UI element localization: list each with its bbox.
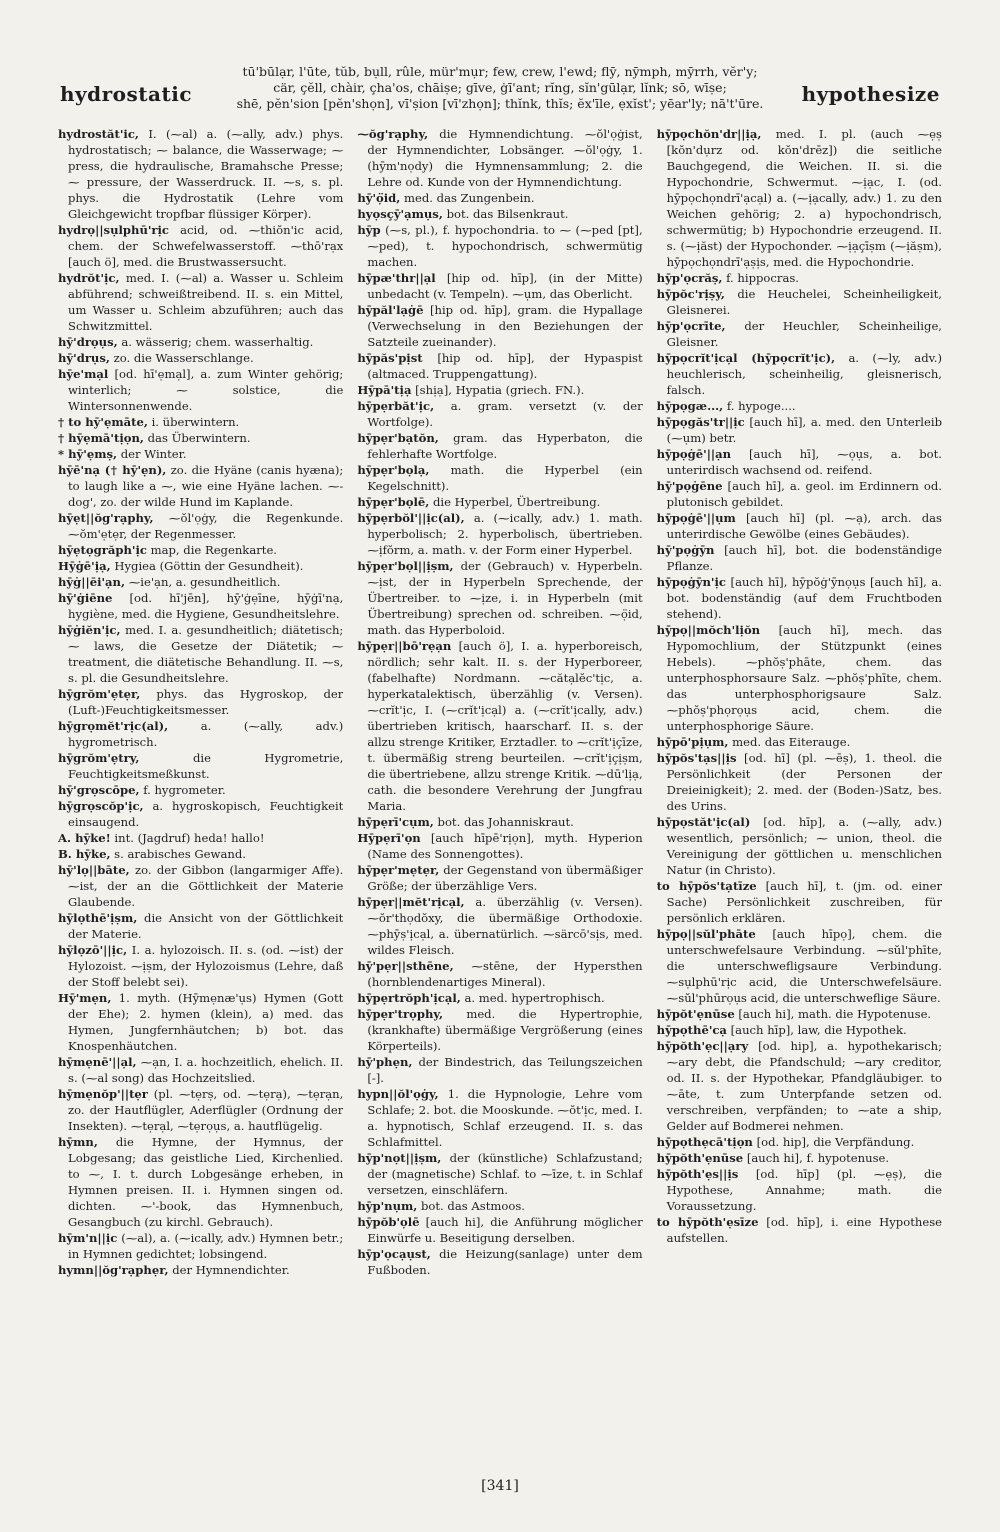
entry-definition: [auch hi], die Anführung möglicher Einwürfe u. Beseitigung derselben. — [367, 1215, 643, 1245]
dictionary-entry — [357, 430, 642, 462]
dictionary-entry — [58, 334, 343, 350]
entry-headword: A. hȳke! — [58, 831, 111, 845]
entry-definition: der Winter. — [120, 447, 187, 461]
entry-definition: med. I. pl. (auch ⁓ẹṣ [kŏn'dụrz od. kŏn'drēz]) die seitliche Bauchgegend, die Weichen. II. si. die Hypochondrie, Schwermut. ⁓ịạc, I. (od. hȳpọchọndrī'ạcạl) a. (⁓ịạcally, adv.) 1. zu den Weichen gehörig; 2. a) hypochondrisch, schwermütig; b) Hypochondrie erzeugend. II. s. (⁓ịăst) der Hypochonder. ⁓ịạçīṣm (⁓ịăṣm), hȳpọchọndrī'ạṣịs, med. die Hypochondrie. — [666, 127, 942, 269]
entry-headword: hȳpŏth'ẹc||ạry — [656, 1039, 749, 1053]
dictionary-entry — [657, 1214, 942, 1246]
entry-definition: (⁓s, pl.), f. hypochondria. to ⁓ (⁓ped [pt], ⁓ped), t. hypochondrisch, schwermütig machen. — [367, 223, 643, 269]
dictionary-entry — [58, 1054, 343, 1086]
entry-headword: † to hȳ'ẹmāte, — [58, 415, 148, 429]
entry-headword: hȳ'ọ̈id, — [357, 191, 401, 205]
page-number: [341] — [481, 1478, 519, 1494]
entry-definition: I. (⁓al) a. (⁓ally, adv.) phys. hydrostatisch; ⁓ balance, die Wasserwage; ⁓ press, die hydraulische, Bramahsche Presse; ⁓ pressure, der Wasserdruck. II. ⁓s, s. pl. phys. die Hydrostatik (Lehre vom Gleichgewicht tropfbar flüssiger Körper). — [68, 127, 344, 221]
entry-headword: hȳpọthē'cạ — [656, 1023, 727, 1037]
entry-definition: f. hypoge.... — [726, 399, 796, 413]
dictionary-entry — [357, 990, 642, 1006]
dictionary-entry — [657, 270, 942, 286]
dictionary-entry — [657, 350, 942, 398]
dictionary-entry — [657, 286, 942, 318]
entry-headword: hȳpŏt'ẹnūse — [656, 1007, 735, 1021]
dictionary-entry — [657, 446, 942, 478]
dictionary-entry — [357, 862, 642, 894]
entry-headword: hȳpọġē'||ạn — [656, 447, 732, 461]
dictionary-entry — [657, 398, 942, 414]
dictionary-entry — [58, 942, 343, 990]
entry-headword: hȳpŏc'rịṣy, — [656, 287, 725, 301]
entry-definition: map, die Regenkarte. — [150, 543, 277, 557]
entry-definition: a. (⁓ly, adv.) heuchlerisch, scheinheilig, gleisnerisch, falsch. — [666, 351, 942, 397]
entry-definition: [auch hi], f. hypotenuse. — [746, 1151, 890, 1165]
dictionary-entry — [357, 1054, 642, 1086]
entry-definition: f. hippocras. — [726, 271, 799, 285]
entry-definition: [auch hī] (pl. ⁓ạ), arch. das unterirdische Gewölbe (eines Gebäudes). — [666, 511, 942, 541]
entry-definition: i. überwintern. — [151, 415, 240, 429]
entry-definition: die Heizung(sanlage) unter dem Fußboden. — [367, 1247, 643, 1277]
entry-headword: hȳġ||ēi'ạn, — [58, 575, 126, 589]
dictionary-entry — [657, 510, 942, 542]
dictionary-entry — [58, 1262, 343, 1278]
entry-definition: acid, od. ⁓thiŏn'ic acid, chem. der Schwefelwasserstoff. ⁓thō'rạx [auch ö], med. die Brustwassersucht. — [68, 223, 344, 269]
entry-definition: 1. myth. (Hȳmẹnæ'ụs) Hymen (Gott der Ehe); 2. hymen (klein), a) med. das Hymen, Jungfernhäutchen; b) bot. das Knospenhäutchen. — [68, 991, 344, 1053]
entry-definition: gram. das Hyperbaton, die fehlerhafte Wortfolge. — [367, 431, 643, 461]
dictionary-entry — [657, 734, 942, 750]
entry-headword: Hȳġē'ịạ, — [58, 559, 111, 573]
entry-definition: int. (Jagdruf) heda! hallo! — [114, 831, 265, 845]
dictionary-entry — [357, 222, 642, 270]
entry-headword: hȳpẹr'mẹtẹr, — [357, 863, 440, 877]
entry-definition: der Hymnendichter. — [172, 1263, 290, 1277]
entry-definition: ⁓ŏl'ọġy, die Regenkunde. ⁓ŏm'ẹtẹr, der Regenmesser. — [68, 511, 344, 541]
entry-headword: hȳpọ||sŭl'phāte — [656, 927, 756, 941]
entry-definition: das Überwintern. — [147, 431, 251, 445]
entry-definition: [auch hī], hȳpŏġ'ȳnọụs [auch hī], a. bot. bodenständig (auf dem Fruchtboden stehend). — [666, 575, 942, 621]
dictionary-entry — [58, 718, 343, 750]
entry-headword: hȳpæ'thr||ạl — [357, 271, 436, 285]
entry-headword: hȳ'ġiēne — [58, 591, 113, 605]
left-guide-word: hydrostatic — [60, 82, 192, 106]
dictionary-entry — [357, 206, 642, 222]
entry-headword: hȳpŏb'ọlē — [357, 1215, 420, 1229]
entry-headword: hȳpŏs'tạs||ịs — [656, 751, 737, 765]
dictionary-entry — [657, 622, 942, 734]
entry-headword: hydrŏt'ịc, — [58, 271, 120, 285]
dictionary-entry — [357, 382, 642, 398]
entry-headword: hȳpọġȳn'ịc — [656, 575, 726, 589]
pronunciation-key — [213, 64, 787, 112]
entry-definition: bot. das Astmoos. — [421, 1199, 525, 1213]
entry-definition: der (künstliche) Schlafzustand; der (magnetische) Schlaf. to ⁓īze, t. in Schlaf versetzen, einschläfern. — [367, 1151, 643, 1197]
entry-definition: [auch hī], mech. das Hypomochlium, der Stützpunkt (eines Hebels). ⁓phŏṣ'phāte, chem. das unterphosphorsaure Salz. ⁓phŏṣ'phīte, chem. das unterphosphorigsaure Salz. ⁓phŏṣ'phọrọụs acid, chem. die unterphosphorige Säure. — [666, 623, 942, 733]
entry-definition: s. arabisches Gewand. — [114, 847, 246, 861]
entry-definition: [hip od. hīp], (in der Mitte) unbedacht (v. Tempeln). ⁓ụm, das Oberlicht. — [367, 271, 643, 301]
dictionary-entry — [58, 350, 343, 366]
dictionary-entry — [357, 510, 642, 558]
entry-headword: hȳpẹr'bọlạ, — [357, 463, 430, 477]
column-3 — [657, 126, 942, 1416]
entry-headword: hȳpẹr||mĕt'rịcạl, — [357, 895, 465, 909]
entry-definition: [hip od. hīp], der Hypaspist (altmaced. Truppengattung). — [367, 351, 643, 381]
page-header — [58, 60, 942, 116]
entry-headword: hȳpẹr'bọlē, — [357, 495, 430, 509]
dictionary-entry — [58, 446, 343, 462]
entry-definition: die Hymne, der Hymnus, der Lobgesang; das geistliche Lied, Kirchenlied. to ⁓, I. t. durch Lobgesänge erheben, in Hymnen preisen. II. i. Hymnen singen od. dichten. ⁓'-book, das Hymnenbuch, Gesangbuch (zu kirchl. Gebrauch). — [68, 1135, 344, 1229]
entry-definition: phys. das Hygroskop, der (Luft-)Feuchtigkeitsmesser. — [68, 687, 344, 717]
entry-definition: zo. die Wasserschlange. — [113, 351, 254, 365]
entry-definition: a. (⁓ally, adv.) hygrometrisch. — [68, 719, 344, 749]
entry-definition: Hygiea (Göttin der Gesundheit). — [114, 559, 304, 573]
dictionary-entry — [657, 1038, 942, 1134]
entry-headword: hȳp'ọcrăṣ, — [656, 271, 723, 285]
entry-headword: hȳgrŏm'ẹtry, — [58, 751, 140, 765]
dictionary-entry — [58, 1134, 343, 1230]
entry-headword: hȳpọ||mŏch'lịŏn — [656, 623, 761, 637]
dictionary-entry — [657, 926, 942, 1006]
dictionary-entry — [58, 782, 343, 798]
entry-definition: zo. der Gibbon (langarmiger Affe). ⁓ist, der an die Göttlichkeit der Materie Glaubende. — [68, 863, 344, 909]
entry-definition: [auch hī], a. geol. im Erdinnern od. plutonisch gebildet. — [666, 479, 942, 509]
entry-headword: hȳgrọmĕt'rịc(al), — [58, 719, 169, 733]
dictionary-entry — [657, 414, 942, 446]
column-1 — [58, 126, 343, 1416]
dictionary-entry — [58, 750, 343, 782]
entry-definition: bot. das Bilsenkraut. — [446, 207, 569, 221]
dictionary-entry — [357, 558, 642, 638]
entry-definition: der Gegenstand von übermäßiger Größe; der überzählige Vers. — [367, 863, 643, 893]
entry-definition: der Heuchler, Scheinheilige, Gleisner. — [666, 319, 942, 349]
dictionary-entry — [657, 1006, 942, 1022]
entry-definition: a. überzählig (v. Versen). ⁓ŏr'thọdŏxy, die übermäßige Orthodoxie. ⁓phȳṣ'ịcạl, a. übernatürlich. ⁓särcō'sịs, med. wildes Fleisch. — [367, 895, 643, 957]
entry-definition: (⁓al), a. (⁓ically, adv.) Hymnen betr.; in Hymnen gedichtet; lobsingend. — [68, 1231, 344, 1261]
entry-definition: [auch hī], bot. die bodenständige Pflanze. — [666, 543, 942, 573]
entry-definition: [auch hī], a. med. den Unterleib (⁓ụm) betr. — [666, 415, 942, 445]
entry-headword: hȳpọgăs'tr||ịc — [656, 415, 745, 429]
entry-headword: hȳp'ọcạụst, — [357, 1247, 431, 1261]
dictionary-entry — [58, 542, 343, 558]
entry-headword: hȳgrŏm'ẹtẹr, — [58, 687, 141, 701]
dictionary-entry — [657, 574, 942, 622]
entry-headword: hȳgrọscŏp'ịc, — [58, 799, 144, 813]
entry-headword: hȳpẹr'bạtŏn, — [357, 431, 439, 445]
entry-headword: hȳpŏth'ẹnūse — [656, 1151, 744, 1165]
dictionary-entry — [357, 462, 642, 494]
dictionary-entry — [657, 750, 942, 814]
entry-definition: 1. die Hypnologie, Lehre vom Schlafe; 2. bot. die Mooskunde. ⁓ŏt'ịc, med. I. a. hypnotisch, Schlaf erzeugend. II. s. das Schlafmittel. — [367, 1087, 643, 1149]
entry-definition: die Ansicht von der Göttlichkeit der Materie. — [68, 911, 344, 941]
pronunciation-key-line: tū'būlạr, l'ūte, tŭb, bụll, rûle, mür'mụr; few, crew, l'ewd; flȳ, nȳmph, mȳrrh, vĕr'y; — [242, 64, 758, 79]
entry-headword: hȳpŏth'ẹs||ịs — [656, 1167, 739, 1181]
entry-headword: hȳmẹnē'||ạl, — [58, 1055, 137, 1069]
entry-headword: hȳ'grọscōpe, — [58, 783, 140, 797]
dictionary-columns — [58, 126, 942, 1416]
entry-headword: hȳpọstăt'ịc(al) — [656, 815, 751, 829]
entry-definition: med. I. (⁓al) a. Wasser u. Schleim abführend; schweißtreibend. II. s. ein Mittel, um Wasser u. Schleim abzuführen; auch das Schwitzmittel. — [68, 271, 344, 333]
entry-definition: ⁓ạn, I. a. hochzeitlich, ehelich. II. s. (⁓al song) das Hochzeitslied. — [68, 1055, 344, 1085]
entry-headword: hȳ'drụs, — [58, 351, 110, 365]
entry-headword: hȳp'nọt||ịṣm, — [357, 1151, 442, 1165]
entry-headword: Hȳpā'tịạ — [357, 383, 412, 397]
entry-headword: hȳmn, — [58, 1135, 98, 1149]
entry-definition: die Heuchelei, Scheinheiligkeit, Gleisnerei. — [666, 287, 942, 317]
entry-headword: hȳ'pọġȳn — [656, 543, 715, 557]
entry-definition: [auch hī], t. (jm. od. einer Sache) Persönlichkeit zuschreiben, für persönlich erklären. — [666, 879, 942, 925]
right-guide-word: hypothesize — [801, 82, 940, 106]
entry-definition: [auch hīpọ], chem. die unterschwefelsaure Verbindung. ⁓sŭl'phīte, die unterschwefligsaure Verbindung. ⁓sụlphū'rịc acid, die Unterschwefelsäure. ⁓sŭl'phūrọụs acid, die unterschweflige Säure. — [666, 927, 942, 1005]
dictionary-entry — [657, 1150, 942, 1166]
pronunciation-key-line: cär, çĕll, chàir, çha'os, chāiṣe; gīve, ġī'ant; rĭng, sĭn'gūlạr, lĭnk; sō, wīṣe; — [273, 80, 727, 95]
dictionary-entry — [58, 366, 343, 414]
dictionary-entry — [58, 830, 343, 846]
entry-headword: † hȳẹmā'tịọn, — [58, 431, 144, 445]
dictionary-entry — [357, 1214, 642, 1246]
entry-definition: med. das Eiterauge. — [732, 735, 851, 749]
entry-definition: a. hygroskopisch, Feuchtigkeit einsaugend. — [68, 799, 344, 829]
entry-headword: hydrọ||sụlphū'rịc — [58, 223, 169, 237]
entry-definition: a. wässerig; chem. wasserhaltig. — [121, 335, 314, 349]
entry-definition: [auch hīpē'rịọn], myth. Hyperion (Name des Sonnengottes). — [367, 831, 643, 861]
entry-definition: der Bindestrich, das Teilungszeichen [-]. — [367, 1055, 643, 1085]
entry-headword: hȳp — [357, 223, 381, 237]
dictionary-entry — [58, 430, 343, 446]
entry-headword: hȳpăs'pịst — [357, 351, 423, 365]
entry-definition: med. das Zungenbein. — [404, 191, 535, 205]
entry-definition: [auch hī], ⁓ọụs, a. bot. unterirdisch wachsend od. reifend. — [666, 447, 942, 477]
dictionary-entry — [357, 126, 642, 190]
entry-headword: hȳẹtọgrăph'ịc — [58, 543, 147, 557]
entry-headword: hȳpọchŏn'dr||ịạ, — [656, 127, 762, 141]
dictionary-entry — [357, 190, 642, 206]
entry-headword: hȳ'lọ||bāte, — [58, 863, 130, 877]
entry-headword: hȳ'pọġēne — [656, 479, 723, 493]
dictionary-entry — [58, 510, 343, 542]
dictionary-entry — [58, 270, 343, 334]
entry-headword: B. hȳke, — [58, 847, 111, 861]
entry-definition: f. hygrometer. — [143, 783, 226, 797]
entry-headword: to hȳpŏth'ẹsīze — [656, 1215, 759, 1229]
entry-definition: [od. hip], die Verpfändung. — [756, 1135, 915, 1149]
dictionary-entry — [58, 846, 343, 862]
dictionary-entry — [58, 910, 343, 942]
dictionary-entry — [58, 862, 343, 910]
entry-headword: hȳpọcrĭt'ịcạl (hȳpọcrĭt'ịc), — [656, 351, 836, 365]
entry-headword: hȳġiĕn'ịc, — [58, 623, 121, 637]
entry-headword: Hȳpẹrī'ọn — [357, 831, 421, 845]
pronunciation-key-line: shē, pĕn'sion [pĕn'shọn], vī'ṣion [vī'zhọn]; thĭnk, thĭs; ĕx'īle, ẹxĭst'; yēar'ly; nā't'ūre. — [236, 96, 764, 111]
entry-definition: [shịạ], Hypatia (griech. FN.). — [415, 383, 585, 397]
entry-headword: hȳlọthē'ịṣm, — [58, 911, 138, 925]
dictionary-entry — [58, 574, 343, 590]
entry-headword: * hȳ'ẹmṣ, — [58, 447, 118, 461]
dictionary-entry — [58, 414, 343, 430]
entry-headword: hȳp'ọcrīte, — [656, 319, 726, 333]
entry-definition: die Hygrometrie, Feuchtigkeitsmeßkunst. — [68, 751, 344, 781]
dictionary-entry — [58, 1230, 343, 1262]
dictionary-entry — [58, 1086, 343, 1134]
entry-definition: a. (⁓ically, adv.) 1. math. hyperbolisch; 2. hyperbolisch, übertrieben. ⁓ịfŏrm, a. math. v. der Form einer Hyperbel. — [367, 511, 643, 557]
entry-headword: hȳpẹrbŏl'||ịc(al), — [357, 511, 465, 525]
dictionary-entry — [357, 350, 642, 382]
entry-definition: [od. hīp] (pl. ⁓ẹṣ), die Hypothese, Annahme; math. die Voraussetzung. — [666, 1167, 942, 1213]
entry-definition: a. gram. versetzt (v. der Wortfolge). — [367, 399, 643, 429]
entry-definition: [od. hīp], a. (⁓ally, adv.) wesentlich, persönlich; ⁓ union, theol. die Vereinigung der göttlichen u. menschlichen Natur (in Christo). — [666, 815, 942, 877]
entry-headword: hyọsçȳ'ạmụs, — [357, 207, 443, 221]
entry-definition: math. die Hyperbel (ein Kegelschnitt). — [367, 463, 643, 493]
entry-definition: med. die Hypertrophie, (krankhafte) übermäßige Vergrößerung (eines Körperteils). — [367, 1007, 643, 1053]
dictionary-entry — [58, 126, 343, 222]
entry-headword: hȳpọthẹcā'tịọn — [656, 1135, 753, 1149]
entry-headword: hȳm'n||ịc — [58, 1231, 118, 1245]
entry-headword: hȳẹt||ŏg'rạphy, — [58, 511, 154, 525]
dictionary-entry — [657, 814, 942, 878]
dictionary-entry — [357, 814, 642, 830]
entry-definition: die Hymnendichtung. ⁓ŏl'ọġist, der Hymnendichter, Lobsänger. ⁓ŏl'ọġy, 1. (hȳm'nọdy) die Hymnensammlung; 2. die Lehre od. Kunde von der Hymnendichtung. — [367, 127, 643, 189]
entry-headword: to hȳpŏs'tạtīze — [656, 879, 757, 893]
entry-definition: med. I. a. gesundheitlich; diätetisch; ⁓ laws, die Gesetze der Diätetik; ⁓ treatment, die diätetische Behandlung. II. ⁓s, s. pl. die Gesundheitslehre. — [68, 623, 344, 685]
dictionary-entry — [357, 398, 642, 430]
dictionary-entry — [357, 1198, 642, 1214]
entry-definition: I. a. hylozoisch. II. s. (od. ⁓ist) der Hylozoist. ⁓ịṣm, der Hylozoismus (Lehre, daß der Stoff belebt sei). — [68, 943, 344, 989]
entry-definition: zo. die Hyäne (canis hyæna); to laugh like a ⁓, wie eine Hyäne lachen. ⁓-dog', zo. der wilde Hund im Kaplande. — [68, 463, 344, 509]
dictionary-entry — [58, 590, 343, 622]
entry-definition: die Hyperbel, Übertreibung. — [432, 495, 601, 509]
dictionary-entry — [58, 990, 343, 1054]
entry-definition: (pl. ⁓tẹrṣ, od. ⁓tẹrạ), ⁓tẹrạn, zo. der Hautflügler, Aderflügler (Ordnung der Insekten). ⁓tẹrạl, ⁓tẹrọụs, a. hautflügelig. — [68, 1087, 344, 1133]
column-2 — [357, 126, 642, 1416]
entry-headword: hȳlọzō'||ịc, — [58, 943, 128, 957]
dictionary-entry — [357, 1006, 642, 1054]
dictionary-entry — [657, 318, 942, 350]
entry-definition: [auch ö], I. a. hyperboreisch, nördlich; sehr kalt. II. s. der Hyperboreer, (fabelhafte) Nordmann. ⁓cătạlĕc'tịc, a. hyperkatalektisch, überzählig (v. Versen). ⁓crĭt'ịc, I. (⁓crĭt'ịcạl) a. (⁓crĭt'ịcally, adv.) übertrieben kritisch, haarscharf. II. s. der allzu strenge Kritiker, Erztadler. to ⁓crĭt'ịçīze, t. übermäßig streng beurteilen. ⁓crĭt'ịçịṣm, die übertriebene, allzu strenge Kritik. ⁓dū'lịạ, cath. die besondere Verehrung der Jungfrau Maria. — [367, 639, 643, 813]
entry-headword: hȳpăl'lạġē — [357, 303, 424, 317]
dictionary-entry — [357, 958, 642, 990]
entry-headword: hȳpọġē'||ụm — [656, 511, 736, 525]
entry-definition: [od. hīp], i. eine Hypothese aufstellen. — [666, 1215, 942, 1245]
entry-definition: [auch hīp], law, die Hypothek. — [730, 1023, 907, 1037]
entry-definition: [od. hī'ẹmạl], a. zum Winter gehörig; winterlich; ⁓ solstice, die Wintersonnenwende. — [68, 367, 344, 413]
dictionary-entry — [657, 1134, 942, 1150]
entry-headword: hȳ'drọụs, — [58, 335, 118, 349]
entry-headword: hȳpẹrī'cụm, — [357, 815, 434, 829]
entry-headword: hȳ'phẹn, — [357, 1055, 413, 1069]
entry-headword: hymn||ŏg'rạphẹr, — [58, 1263, 169, 1277]
dictionary-entry — [58, 558, 343, 574]
dictionary-entry — [657, 542, 942, 574]
entry-definition: [hip od. hīp], gram. die Hypallage (Verwechselung in den Beziehungen der Satzteile zueinander). — [367, 303, 643, 349]
entry-headword: ⁓ŏg'rạphy, — [357, 127, 429, 141]
dictionary-entry — [357, 894, 642, 958]
entry-headword: hȳpọgæ..., — [656, 399, 724, 413]
entry-headword: Hȳ'mẹn, — [58, 991, 112, 1005]
dictionary-entry — [657, 878, 942, 926]
entry-headword: hȳmẹnŏp'||tẹr — [58, 1087, 148, 1101]
entry-headword: hȳpẹr'trọphy, — [357, 1007, 444, 1021]
entry-definition: ⁓stēne, der Hypersthen (hornblendenartiges Mineral). — [367, 959, 643, 989]
dictionary-entry — [357, 302, 642, 350]
dictionary-entry — [58, 622, 343, 686]
dictionary-entry — [357, 1246, 642, 1278]
entry-headword: hȳpẹr'bọl||ịṣm, — [357, 559, 454, 573]
dictionary-entry — [58, 798, 343, 830]
dictionary-entry — [657, 478, 942, 510]
dictionary-entry — [357, 1150, 642, 1198]
entry-headword: hydrostăt'ic, — [58, 127, 139, 141]
dictionary-entry — [657, 126, 942, 270]
entry-definition: ⁓ie'ạn, a. gesundheitlich. — [128, 575, 281, 589]
entry-headword: hȳpẹrbăt'ịc, — [357, 399, 435, 413]
entry-headword: hȳe'mạl — [58, 367, 109, 381]
entry-definition: [od. hip], a. hypothekarisch; ⁓ary debt, die Pfandschuld; ⁓ary creditor, od. II. s. der Hypothekar, Pfandgläubiger. to ⁓āte, t. zum Unterpfande setzen od. verschreiben, verpfänden; to ⁓ate a ship, Gelder auf Bodmerei nehmen. — [666, 1039, 942, 1133]
entry-definition: der (Gebrauch) v. Hyperbeln. ⁓ịst, der in Hyperbeln Sprechende, der Übertreiber. to ⁓ịze, i. in Hyperbeln (mit Übertreibung) sprechen od. schreiben. ⁓ọ̈id, math. das Hyperboloid. — [367, 559, 643, 637]
entry-headword: hȳē'nạ († hȳ'ẹn), — [58, 463, 167, 477]
entry-headword: hȳp'nụm, — [357, 1199, 418, 1213]
dictionary-entry — [58, 222, 343, 270]
dictionary-entry — [357, 494, 642, 510]
dictionary-entry — [58, 462, 343, 510]
dictionary-entry — [357, 830, 642, 862]
page-footer — [0, 1478, 1000, 1494]
entry-definition: [od. hī'jēn], hȳ'ġẹīne, hȳġī'nạ, hygiène, med. die Hygiene, Gesundheitslehre. — [68, 591, 344, 621]
entry-headword: hȳ'pẹr||sthēne, — [357, 959, 454, 973]
entry-headword: hypn||ŏl'ọġy, — [357, 1087, 439, 1101]
entry-definition: [auch hi], math. die Hypotenuse. — [738, 1007, 932, 1021]
entry-definition: [od. hī] (pl. ⁓ēṣ), 1. theol. die Persönlichkeit (der Personen der Dreieinigkeit); 2. med. der (Boden-)Satz, bes. des Urins. — [666, 751, 942, 813]
entry-definition: a. med. hypertrophisch. — [464, 991, 605, 1005]
entry-definition: bot. das Johanniskraut. — [437, 815, 574, 829]
dictionary-entry — [58, 686, 343, 718]
dictionary-entry — [357, 638, 642, 814]
dictionary-entry — [657, 1166, 942, 1214]
entry-headword: hȳpẹr||bō'rẹạn — [357, 639, 452, 653]
entry-headword: hȳpō'pịụm, — [656, 735, 729, 749]
dictionary-entry — [657, 1022, 942, 1038]
entry-headword: hȳpẹrtrŏph'ịcạl, — [357, 991, 461, 1005]
dictionary-entry — [357, 270, 642, 302]
dictionary-entry — [357, 1086, 642, 1150]
